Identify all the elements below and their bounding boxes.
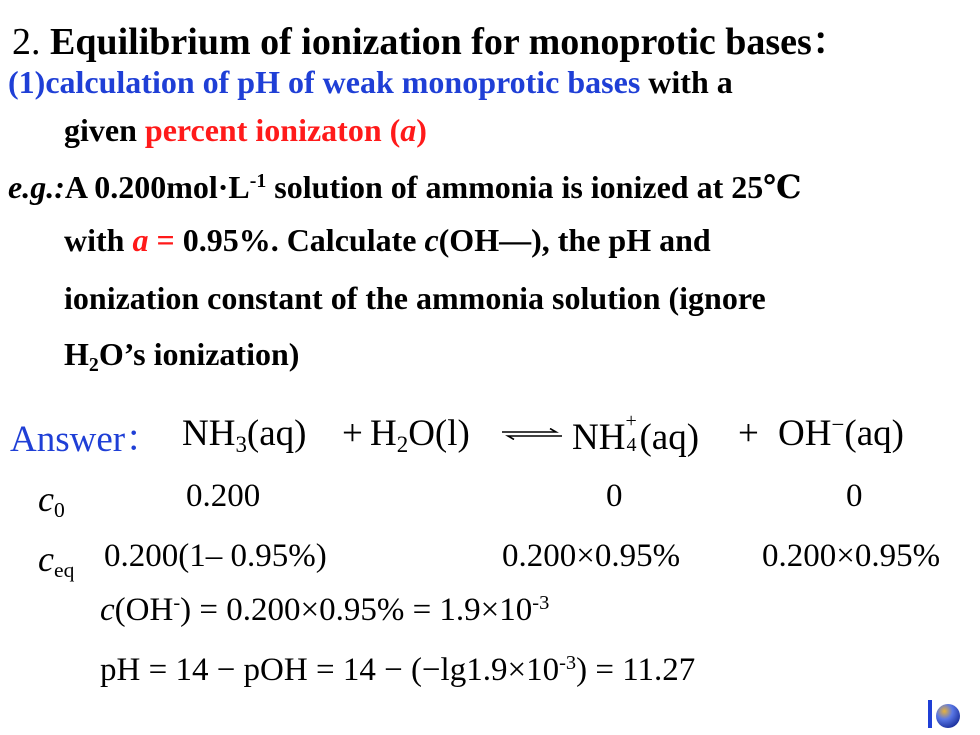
title-text: Equilibrium of ionization for monoprotic bases bbox=[50, 21, 812, 63]
eq-nh4-state: (aq) bbox=[639, 417, 700, 458]
ceq-value-nh3: 0.200(1– 0.95%) bbox=[104, 538, 327, 574]
example-h-sub: 2 bbox=[88, 353, 99, 376]
example-line3: ionization constant of the ammonia solution (ignore bbox=[64, 280, 766, 316]
subheading-black-text: with a bbox=[640, 64, 733, 100]
ceq-c: c bbox=[38, 539, 54, 579]
subheading-red-symbol: a bbox=[400, 112, 417, 148]
example-minus: — bbox=[499, 222, 532, 258]
calc1-a: (OH bbox=[114, 592, 174, 628]
slide-logo-icon bbox=[926, 698, 966, 730]
eq-h2o-sub: 2 bbox=[396, 431, 409, 457]
answer-label-colon: ： bbox=[125, 419, 163, 460]
equation-oh bbox=[778, 412, 904, 455]
c0-value-oh: 0 bbox=[846, 478, 863, 514]
slide-title bbox=[12, 10, 850, 65]
eq-h2o-text: H bbox=[370, 413, 397, 454]
eq-nh3-sub: 3 bbox=[235, 431, 247, 457]
c0-value-nh4: 0 bbox=[606, 478, 623, 514]
eq-oh-text: OH bbox=[778, 413, 832, 454]
equation-plus1: + bbox=[342, 413, 363, 454]
calc2-b: ) = 11.27 bbox=[576, 652, 696, 688]
eq-nh4-sup: + bbox=[625, 410, 637, 432]
equation-h2o bbox=[370, 412, 470, 455]
title-colon: ： bbox=[811, 21, 850, 63]
example-c: c bbox=[424, 222, 439, 258]
c0-c: c bbox=[38, 479, 54, 519]
equation-nh3 bbox=[182, 412, 307, 455]
ceq-value-oh: 0.200×0.95% bbox=[762, 538, 941, 574]
example-alpha: a bbox=[132, 222, 149, 258]
example-h: H bbox=[64, 336, 89, 372]
answer-label bbox=[10, 408, 162, 462]
example-eg: e.g.: bbox=[8, 169, 65, 205]
equation-plus2: + bbox=[738, 413, 759, 454]
calc2-sup: -3 bbox=[559, 651, 577, 674]
example-eq-sign: = bbox=[148, 222, 175, 258]
ceq-sub: eq bbox=[53, 558, 75, 583]
eq-nh3-text: NH bbox=[182, 413, 236, 454]
subheading-given: given bbox=[64, 112, 145, 148]
subheading-marker: (1) bbox=[8, 64, 46, 100]
example-l2-rest: 0.95%. Calculate bbox=[174, 222, 425, 258]
eq-nh4-sub: 4 bbox=[626, 434, 637, 456]
example-line1 bbox=[8, 168, 802, 206]
equilibrium-arrow-icon bbox=[500, 428, 564, 440]
answer-label-text: Answer bbox=[10, 419, 126, 460]
c0-value-nh3: 0.200 bbox=[186, 478, 261, 514]
calc1-c: c bbox=[100, 592, 115, 628]
ceq-symbol bbox=[38, 538, 75, 583]
eq-oh-sup: − bbox=[831, 412, 845, 438]
subheading-red-text: percent ionizaton ( bbox=[144, 112, 401, 148]
calc1-b: ) = 0.200×0.95% = 1.9×10 bbox=[180, 592, 533, 628]
c0-sub: 0 bbox=[53, 498, 65, 523]
calc1-sup2: -3 bbox=[532, 591, 550, 614]
example-l1-a: A 0.200mol·L bbox=[64, 169, 250, 205]
example-oh: (OH bbox=[438, 222, 500, 258]
eq-nh3-state: (aq) bbox=[246, 413, 307, 454]
subheading-red-close: ) bbox=[416, 112, 427, 148]
subheading-line2 bbox=[64, 112, 427, 149]
calc-ph-line bbox=[100, 652, 695, 689]
eq-h2o-rest: O(l) bbox=[408, 413, 470, 454]
title-number: 2. bbox=[12, 21, 41, 63]
eq-nh4-text: NH bbox=[572, 417, 626, 458]
equation-nh4 bbox=[572, 412, 699, 459]
example-line4 bbox=[64, 336, 300, 376]
example-with: with bbox=[64, 222, 133, 258]
c0-symbol bbox=[38, 478, 65, 523]
example-l1-sup: -1 bbox=[249, 170, 267, 193]
subheading-blue-text: calculation of pH of weak monoprotic bases bbox=[45, 64, 641, 100]
subheading-line1 bbox=[8, 64, 733, 101]
calc-oh-line bbox=[100, 592, 549, 629]
example-l1-b: solution of ammonia is ionized at 25℃ bbox=[266, 169, 802, 205]
ceq-value-nh4: 0.200×0.95% bbox=[502, 538, 681, 574]
example-l2-tail: ), the pH and bbox=[531, 222, 711, 258]
calc2-a: pH = 14 − pOH = 14 − (−lg1.9×10 bbox=[100, 652, 560, 688]
example-l4-rest: O’s ionization) bbox=[98, 336, 300, 372]
example-line2 bbox=[64, 222, 711, 259]
calc1-sup1: - bbox=[173, 591, 181, 614]
eq-oh-state: (aq) bbox=[844, 413, 904, 454]
